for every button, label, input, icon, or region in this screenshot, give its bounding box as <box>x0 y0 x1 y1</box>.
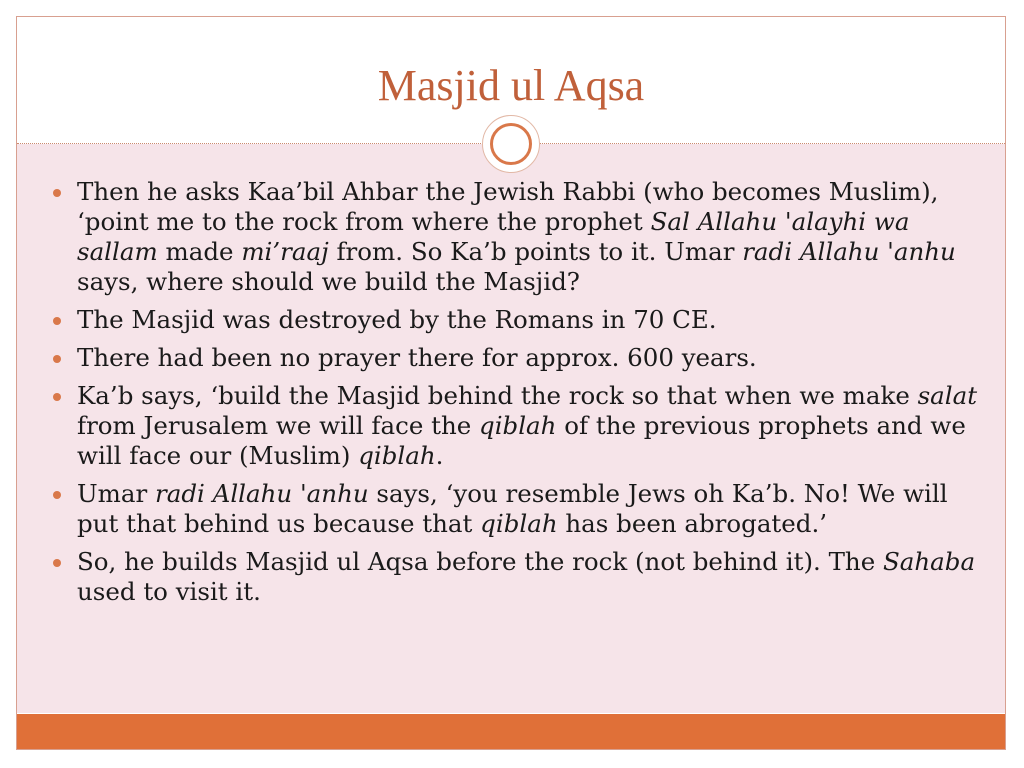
ornament-ring <box>490 123 532 165</box>
bullet-text: of the previous prophets and we will face our (Muslim) <box>77 411 966 470</box>
bullet-item <box>51 305 981 335</box>
bullet-text: says, where should we build the Masjid? <box>77 267 580 296</box>
bullet-text-italic: qiblah <box>479 411 557 440</box>
slide <box>16 16 1006 750</box>
bullet-text: from Jerusalem we will face the <box>77 411 480 440</box>
bullet-text: So, he builds Masjid ul Aqsa before the rock (not behind it). The <box>77 547 883 576</box>
bullet-text-italic: qiblah <box>480 509 558 538</box>
bullet-text-italic: Sal Allahu 'alayhi wa sallam <box>77 207 910 266</box>
bullet-item <box>51 177 981 297</box>
bullet-text: Umar <box>77 479 155 508</box>
bullet-text: . <box>435 441 444 470</box>
bullet-text: used to visit it. <box>77 577 261 606</box>
bullet-text: says, ‘you resemble Jews oh Ka’b. No! We will put that behind us because that <box>77 479 948 538</box>
bullet-item <box>51 343 981 373</box>
bullet-text-italic: salat <box>917 381 978 410</box>
bullet-dot-icon <box>53 189 61 197</box>
circle-ornament-icon <box>482 115 540 173</box>
bullet-text: Then he asks Kaa’bil Ahbar the Jewish Rabbi (who becomes Muslim), ‘point me to the rock from where the prophet <box>77 177 939 236</box>
bullet-dot-icon <box>53 559 61 567</box>
bullet-text-italic: Sahaba <box>883 547 976 576</box>
bullet-text-italic: qiblah <box>358 441 436 470</box>
bullet-text-italic: mi’raaj <box>241 237 329 266</box>
bullet-dot-icon <box>53 393 61 401</box>
bullet-text: made <box>157 237 242 266</box>
slide-title: Masjid ul Aqsa <box>377 61 645 110</box>
bullet-dot-icon <box>53 491 61 499</box>
bullet-text: Ka’b says, ‘build the Masjid behind the rock so that when we make <box>77 381 918 410</box>
bullet-text: from. So Ka’b points to it. Umar <box>328 237 743 266</box>
bottom-accent-bar <box>17 714 1005 749</box>
bullet-dot-icon <box>53 317 61 325</box>
bullet-text-italic: radi Allahu 'anhu <box>155 479 369 508</box>
bullet-item <box>51 381 981 471</box>
bullet-item <box>51 479 981 539</box>
bullet-text: has been abrogated.’ <box>557 509 828 538</box>
bullet-item <box>51 547 981 607</box>
bullet-text: The Masjid was destroyed by the Romans in 70 CE. <box>77 305 717 334</box>
bullet-list <box>51 177 981 615</box>
bullet-dot-icon <box>53 355 61 363</box>
bullet-text: There had been no prayer there for approx. 600 years. <box>77 343 757 372</box>
bullet-text-italic: radi Allahu 'anhu <box>742 237 956 266</box>
